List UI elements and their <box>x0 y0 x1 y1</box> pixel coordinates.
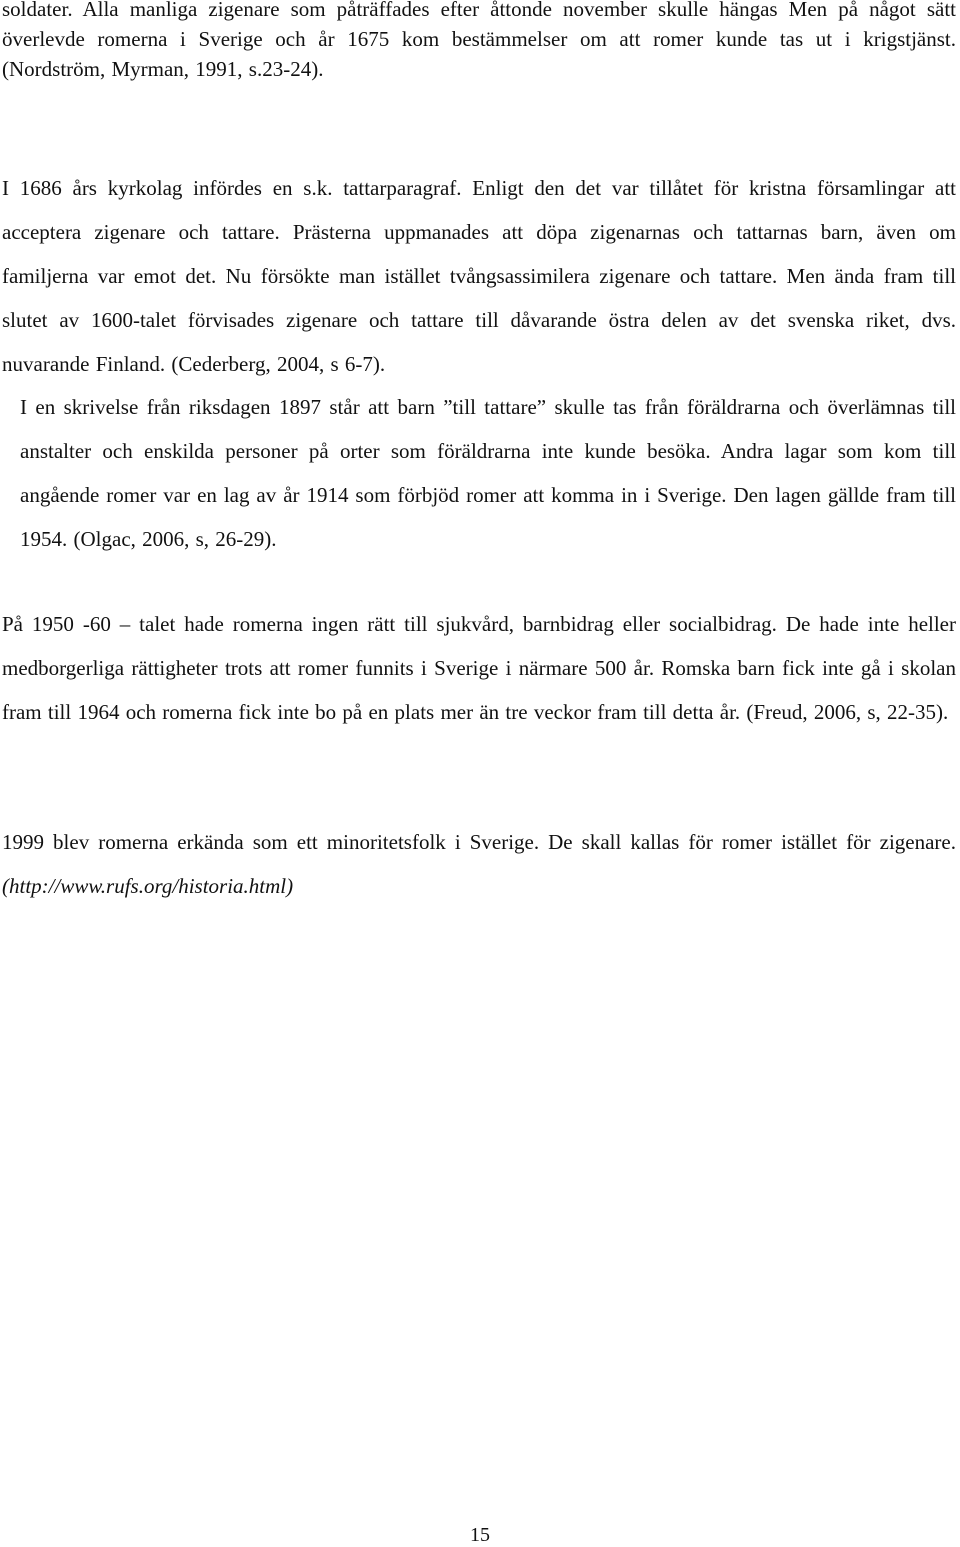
paragraph-4: På 1950 -60 – talet hade romerna ingen rätt till sjukvård, barnbidrag eller socialbidrag. De hade inte heller medborgerliga rättigheter trots att romer funnits i Sverige i närmare 500 år. Romska barn fick inte gå i skolan fram till 1964 och romerna fick inte bo på en plats mer än tre veckor fram till detta år. (Freud, 2006, s, 22-35). <box>2 612 956 724</box>
paragraph-1: soldater. Alla manliga zigenare som påträffades efter åttonde november skulle hängas Men på något sätt överlevde romerna i Sverige och år 1675 kom bestämmelser om att romer kunde tas ut i krigstjänst. (Nordström, Myrman, 1991, s.23-24). <box>2 0 956 81</box>
paragraph-5-text: 1999 blev romerna erkända som ett minoritetsfolk i Sverige. De skall kallas för romer istället för zigenare. <box>2 830 956 854</box>
paragraph-2: I 1686 års kyrkolag infördes en s.k. tattarparagraf. Enligt den det var tillåtet för kristna församlingar att acceptera zigenare och tattare. Prästerna uppmanades att döpa zigenarnas och tattarnas barn, även om familjerna var emot det. Nu försökte man istället tvångsassimilera zigenare och tattare. Men ända fram till slutet av 1600-talet förvisades zigenare och tattare till dåvarande östra delen av det svenska riket, dvs. nuvarande Finland. (Cederberg, 2004, s 6-7). <box>2 176 956 376</box>
citation-url: (http://www.rufs.org/historia.html) <box>2 874 294 898</box>
paragraph-5 <box>2 820 956 908</box>
page-number: 15 <box>470 1524 490 1546</box>
paragraph-3: I en skrivelse från riksdagen 1897 står att barn ”till tattare” skulle tas från föräldrarna och överlämnas till anstalter och enskilda personer på orter som föräldrarna inte kunde besöka. Andra lagar som kom till angående romer var en lag av år 1914 som förbjöd romer att komma in i Sverige. Den lagen gällde fram till 1954. (Olgac, 2006, s, 26-29). <box>20 395 956 551</box>
